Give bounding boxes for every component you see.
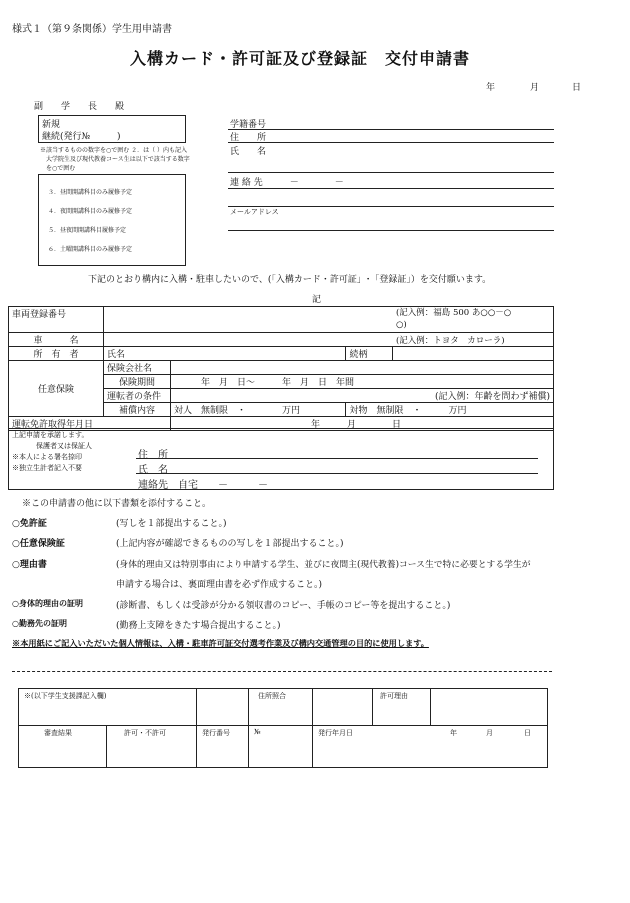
- attach-desc-4: (診断書、もしくは受診が分かる領収書のコピー、手帳のコピー等を提出すること。): [116, 601, 451, 611]
- issue-year: 年: [450, 729, 457, 737]
- option-5[interactable]: ５．昼夜間開講科目履修予定: [48, 227, 127, 234]
- page-title: 入構カード・許可証及び登録証 交付申請書: [130, 49, 471, 68]
- request-text: 下記のとおり構内に入構・駐車したいので、(「入構カード・許可証」･「登録証」）を交付願います。: [88, 275, 492, 285]
- guardian-note-1: ※本人による署名捺印: [12, 453, 82, 461]
- option-3[interactable]: ３．昼間開講科目のみ履修予定: [48, 189, 133, 196]
- date-year: 年: [486, 83, 496, 93]
- ins-coverage-label: 補償内容: [104, 403, 171, 417]
- car-name-field[interactable]: [104, 333, 393, 347]
- note-line-2: 大学院生及び現代教養コース生は以下で該当する数字: [46, 156, 190, 163]
- car-name-label: 車 名: [9, 333, 104, 347]
- form-label: 様式１（第９条関係）学生用申請書: [12, 24, 172, 35]
- insurance-label: 任意保険: [9, 361, 104, 417]
- ins-object-value[interactable]: 対物 無制限 ・ 万円: [346, 403, 554, 417]
- permit-reason-label: 許可理由: [380, 692, 408, 700]
- reg-no-field[interactable]: [104, 307, 393, 333]
- relation-field[interactable]: [393, 347, 554, 361]
- attach-desc-1: (上記内容が確認できるものの写しを１部提出すること。): [116, 539, 344, 549]
- result-label: 審査結果: [44, 729, 72, 737]
- privacy-note: ※本用紙にご記入いただいた個人情報は、入構・駐車許可証交付選考作業及び構内交通管理の目的に使用します。: [12, 638, 429, 648]
- attach-desc-5: (勤務上支障をきたす場合提出すること。): [116, 621, 281, 631]
- attach-desc-3: 申請する場合は、裏面理由書を必ず作成すること。): [116, 580, 323, 590]
- attach-desc-2: (身体的理由又は特別事由により申請する学生、並びに夜間主(現代教養)コース生で特に必要とする学生が: [116, 560, 531, 570]
- attach-label-0: ○免許証: [12, 519, 47, 529]
- addressee: 副 学 長 殿: [34, 102, 125, 112]
- ins-driver-example: (記入例：年齢を問わず補償): [171, 389, 554, 403]
- reg-example-1: (記入例：福島 500 あ○○－○: [395, 308, 512, 318]
- attach-label-1: ○任意保険証: [12, 539, 65, 549]
- attach-desc-0: (写しを１部提出すること。): [116, 519, 227, 529]
- car-name-example: (記入例：トヨタ カローラ): [393, 333, 554, 347]
- status-renew[interactable]: 継続(発行№ ): [42, 132, 121, 142]
- reg-example-2: ○): [395, 320, 407, 330]
- contact-label: 連 絡 先 － －: [230, 178, 344, 188]
- address-check-label: 住所照合: [258, 692, 286, 700]
- cut-line: [12, 671, 552, 672]
- license-date-label: 運転免許取得年月日: [9, 417, 171, 431]
- owner-name-label[interactable]: 氏名: [104, 347, 346, 361]
- ki-label: 記: [312, 295, 322, 305]
- license-date-value[interactable]: 年 月 日: [171, 417, 554, 431]
- attach-label-5: ○勤務先の証明: [12, 618, 67, 628]
- guardian-label: 保護者又は保証人: [36, 442, 92, 450]
- address-label: 住 所: [230, 133, 267, 143]
- note-line-1: ※該当するものの数字を○で囲む ２．は（ ）内も記入: [40, 147, 188, 154]
- date-month: 月: [530, 83, 540, 93]
- guardian-name[interactable]: 氏 名: [138, 465, 168, 476]
- attach-intro: ※この申請書の他に以下書類を添付すること。: [22, 499, 212, 509]
- ins-company-label: 保険会社名: [104, 361, 171, 375]
- office-header: ※(以下学生支援課記入欄): [24, 692, 107, 700]
- relation-label: 続柄: [346, 347, 393, 361]
- reg-no-label: 車両登録番号: [9, 307, 104, 333]
- ins-driver-label: 運転者の条件: [104, 389, 171, 403]
- student-no-label: 学籍番号: [230, 120, 267, 130]
- issue-no-label: 発行番号: [202, 729, 230, 737]
- email-label: メールアドレス: [230, 208, 279, 216]
- issue-date-label: 発行年月日: [318, 729, 353, 737]
- issue-month: 月: [486, 729, 493, 737]
- issue-day: 日: [524, 729, 531, 737]
- no-label: №: [254, 728, 261, 736]
- ins-period-value[interactable]: 年 月 日～ 年 月 日 年間: [171, 375, 554, 389]
- vehicle-table: [8, 306, 554, 431]
- ins-person-value[interactable]: 対人 無制限 ・ 万円: [171, 403, 346, 417]
- permit-label[interactable]: 許可・不許可: [124, 729, 166, 737]
- name-label: 氏 名: [230, 147, 267, 157]
- attach-label-4: ○身体的理由の証明: [12, 598, 83, 608]
- guardian-box: [8, 428, 554, 490]
- owner-label: 所 有 者: [9, 347, 104, 361]
- ins-company-field[interactable]: [171, 361, 554, 375]
- status-new[interactable]: 新規: [42, 120, 61, 130]
- option-6[interactable]: ６．土曜開講科目のみ履修予定: [48, 246, 133, 253]
- attach-label-2: ○理由書: [12, 560, 47, 570]
- guardian-note-2: ※独立生計者記入不要: [12, 464, 82, 472]
- date-day: 日: [572, 83, 582, 93]
- guardian-contact[interactable]: 連絡先 自宅 － －: [138, 480, 268, 491]
- guardian-address[interactable]: 住 所: [138, 450, 168, 461]
- guardian-approve: 上記申請を承諾します。: [12, 431, 89, 439]
- option-4[interactable]: ４．夜間開講科目のみ履修予定: [48, 208, 133, 215]
- note-line-3: を○で囲む: [46, 165, 76, 172]
- ins-period-label: 保険期間: [104, 375, 171, 389]
